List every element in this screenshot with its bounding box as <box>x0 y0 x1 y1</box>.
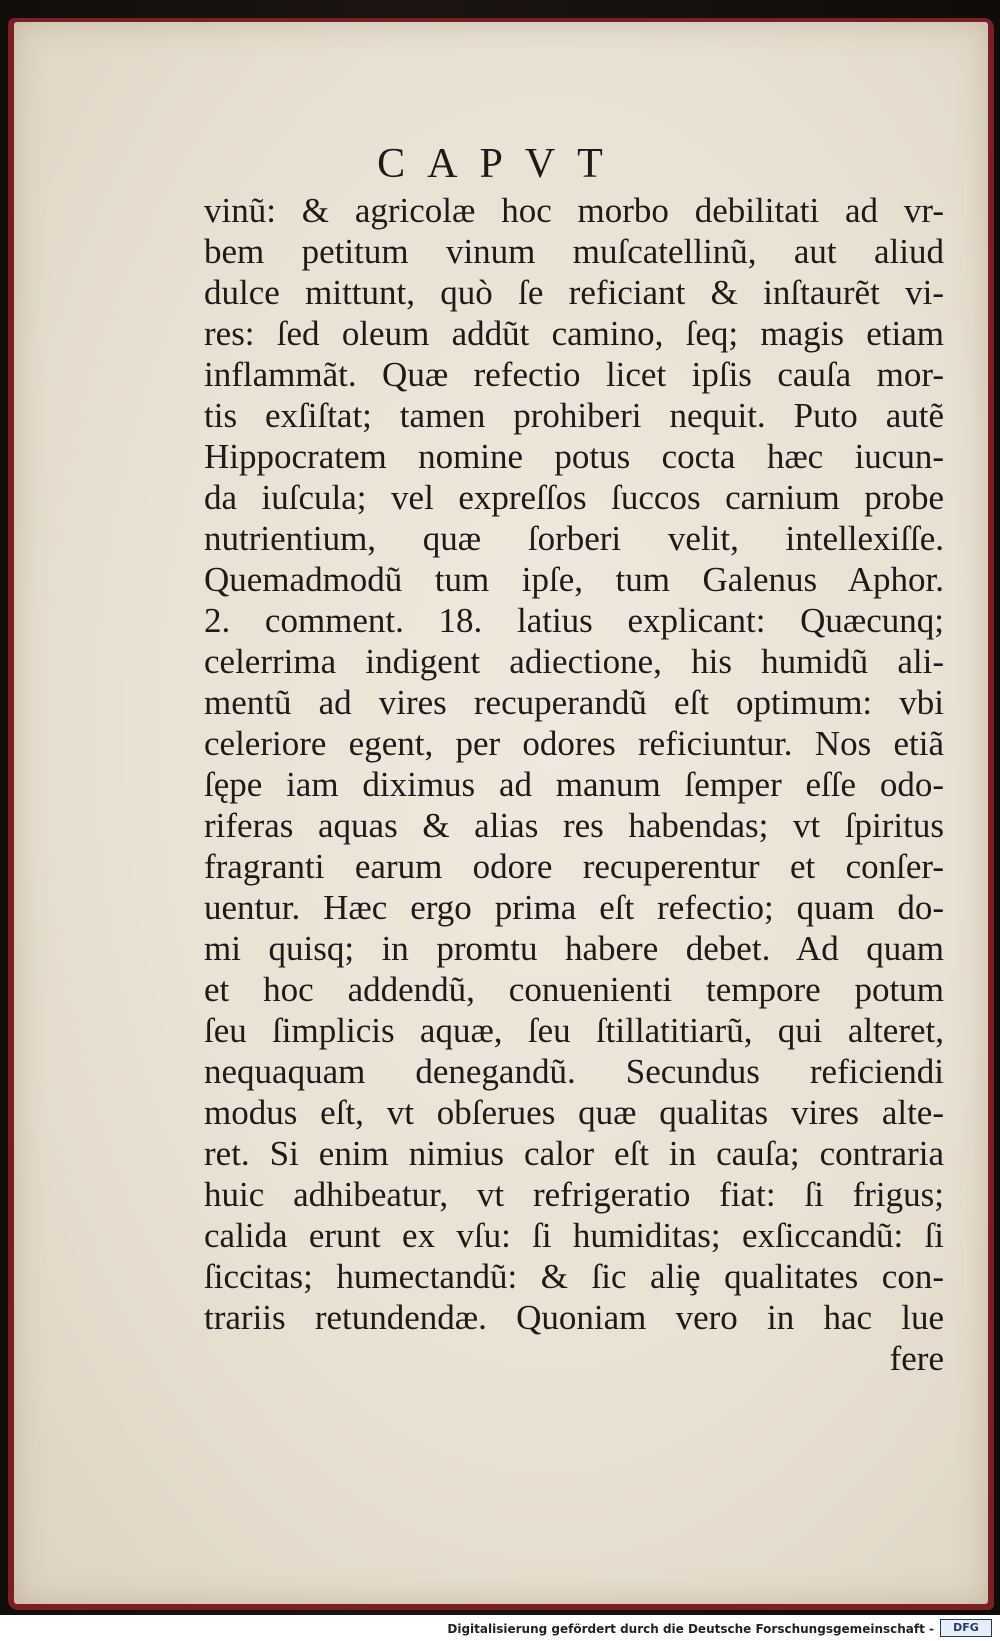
text-line: fragranti earum odore recuperentur et conſer- <box>204 847 944 886</box>
text-line: et hoc addendũ, conuenienti tempore potum <box>204 970 944 1009</box>
text-line: nutrientium, quæ ſorberi velit, intellexiſſe. <box>204 519 944 558</box>
text-line: ſeu ſimplicis aquæ, ſeu ſtillatitiarũ, qui alteret, <box>204 1011 944 1050</box>
digitization-footer <box>0 1615 1000 1641</box>
book-page <box>14 22 988 1604</box>
running-head: CAPVT <box>377 141 625 187</box>
text-line: modus eſt, vt obſerues quæ qualitas vires alte- <box>204 1093 944 1132</box>
text-line: ret. Si enim nimius calor eſt in cauſa; contraria <box>204 1134 944 1173</box>
dfg-logo: DFG <box>940 1619 992 1637</box>
text-line: dulce mittunt, quò ſe reficiant & inſtaurẽt vi- <box>204 273 944 312</box>
text-line: Quemadmodũ tum ipſe, tum Galenus Aphor. <box>204 560 944 599</box>
text-line: inflammãt. Quæ refectio licet ipſis cauſa mor- <box>204 355 944 394</box>
text-line: ſiccitas; humectandũ: & ſic aliȩ qualitates con- <box>204 1257 944 1296</box>
text-line: 2. comment. 18. latius explicant: Quæcunq; <box>204 601 944 640</box>
text-line: trariis retundendæ. Quoniam vero in hac lue <box>204 1298 944 1337</box>
text-line: nequaquam denegandũ. Secundus reficiendi <box>204 1052 944 1091</box>
text-line: mentũ ad vires recuperandũ eſt optimum: vbi <box>204 683 944 722</box>
text-line: vinũ: & agricolæ hoc morbo debilitati ad vr- <box>204 191 944 230</box>
text-line: da iuſcula; vel expreſſos ſuccos carnium probe <box>204 478 944 517</box>
text-line: res: ſed oleum addũt camino, ſeq; magis etiam <box>204 314 944 353</box>
text-line: celerrima indigent adiectione, his humidũ ali- <box>204 642 944 681</box>
text-line: calida erunt ex vſu: ſi humiditas; exſiccandũ: ſi <box>204 1216 944 1255</box>
text-line: uentur. Hæc ergo prima eſt refectio; quam do- <box>204 888 944 927</box>
text-line: Hippocratem nomine potus cocta hæc iucun- <box>204 437 944 476</box>
text-line: tis exſiſtat; tamen prohiberi nequit. Puto autẽ <box>204 396 944 435</box>
text-line: bem petitum vinum muſcatellinũ, aut aliud <box>204 232 944 271</box>
catchword: fere <box>889 1339 944 1378</box>
text-line: mi quisq; in promtu habere debet. Ad quam <box>204 929 944 968</box>
text-line: ſępe iam diximus ad manum ſemper eſſe odo- <box>204 765 944 804</box>
text-line: celeriore egent, per odores reficiuntur. Nos etiã <box>204 724 944 763</box>
text-line: riferas aquas & alias res habendas; vt ſpiritus <box>204 806 944 845</box>
funding-credit: Digitalisierung gefördert durch die Deutsche Forschungsgemeinschaft - <box>447 1622 934 1636</box>
text-line: huic adhibeatur, vt refrigeratio fiat: ſi frigus; <box>204 1175 944 1214</box>
body-text <box>204 190 944 1379</box>
